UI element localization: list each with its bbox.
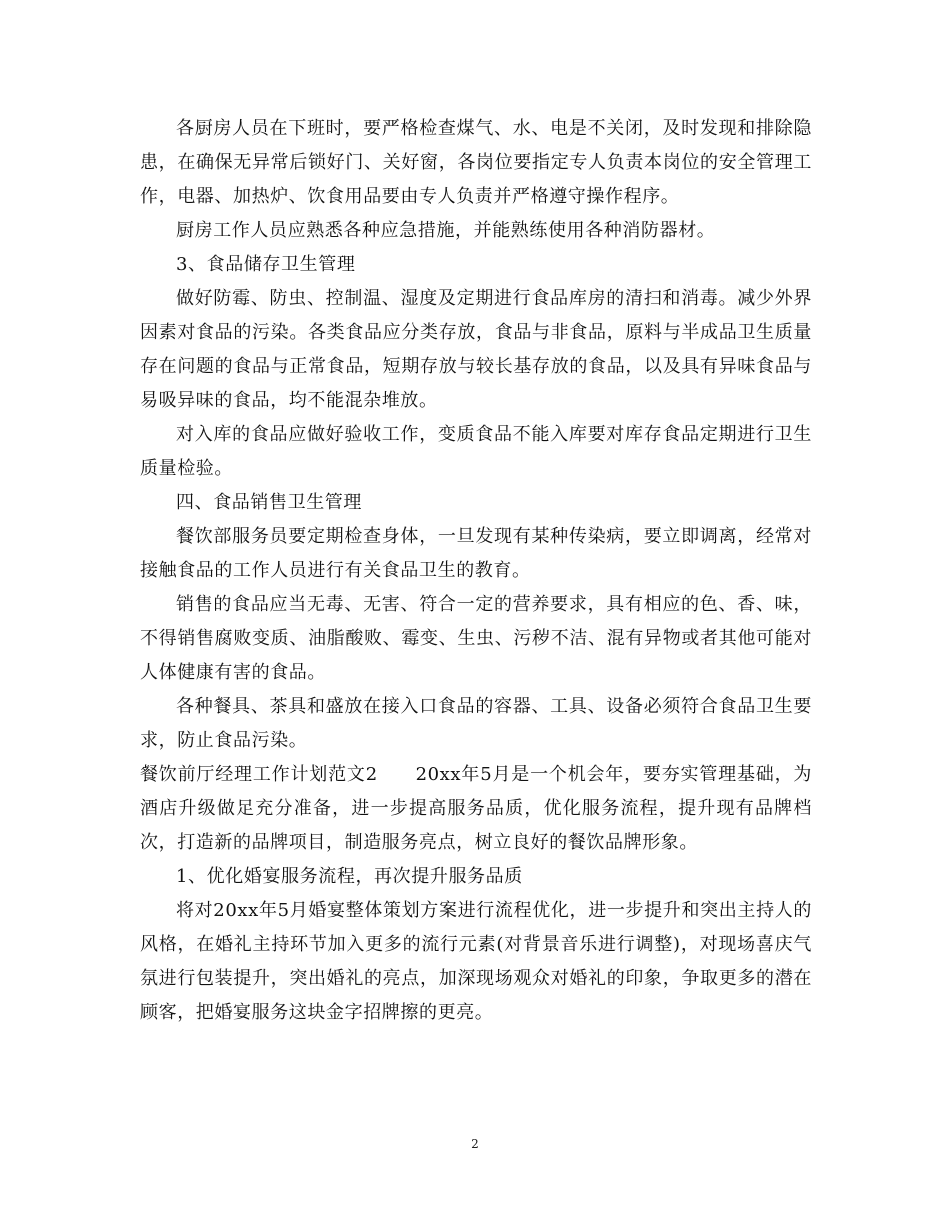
paragraph: 将对20xx年5月婚宴整体策划方案进行流程优化，进一步提升和突出主持人的风格，在婚礼主持环节加入更多的流行元素(对背景音乐进行调整)，对现场喜庆气氛进行包装提升，突出婚礼的亮点，加深现场观众对婚礼的印象，争取更多的潜在顾客，把婚宴服务这块金字招牌擦的更亮。: [140, 900, 812, 1023]
paragraph: 销售的食品应当无毒、无害、符合一定的营养要求，具有相应的色、香、味，不得销售腐败变质、油脂酸败、霉变、生虫、污秽不洁、混有异物或者其他可能对人体健康有害的食品。: [140, 594, 812, 683]
article-title-paragraph: 餐饮前厅经理工作计划范文2 20xx年5月是一个机会年，要夯实管理基础，为酒店升级做足充分准备，进一步提高服务品质，优化服务流程，提升现有品牌档次，打造新的品牌项目，制造服务亮点，树立良好的餐饮品牌形象。: [140, 764, 812, 853]
section-heading: 1、优化婚宴服务流程，再次提升服务品质: [176, 866, 523, 887]
page-number: 2: [471, 1137, 479, 1151]
paragraph: 各种餐具、茶具和盛放在接入口食品的容器、工具、设备必须符合食品卫生要求，防止食品污染。: [140, 696, 812, 751]
section-heading: 3、食品储存卫生管理: [176, 254, 356, 275]
section-heading: 四、食品销售卫生管理: [176, 492, 362, 513]
paragraph: 对入库的食品应做好验收工作，变质食品不能入库要对库存食品定期进行卫生质量检验。: [140, 424, 812, 479]
paragraph: 厨房工作人员应熟悉各种应急措施，并能熟练使用各种消防器材。: [176, 220, 716, 241]
document-body: [140, 112, 812, 1030]
paragraph: 餐饮部服务员要定期检查身体，一旦发现有某种传染病，要立即调离，经常对接触食品的工作人员进行有关食品卫生的教育。: [140, 526, 812, 581]
paragraph: 做好防霉、防虫、控制温、湿度及定期进行食品库房的清扫和消毒。减少外界因素对食品的污染。各类食品应分类存放，食品与非食品，原料与半成品卫生质量存在问题的食品与正常食品，短期存放与较长基存放的食品，以及具有异味食品与易吸异味的食品，均不能混杂堆放。: [140, 288, 812, 411]
paragraph: 各厨房人员在下班时，要严格检查煤气、水、电是不关闭，及时发现和排除隐患，在确保无异常后锁好门、关好窗，各岗位要指定专人负责本岗位的安全管理工作，电器、加热炉、饮食用品要由专人负责并严格遵守操作程序。: [140, 118, 812, 207]
